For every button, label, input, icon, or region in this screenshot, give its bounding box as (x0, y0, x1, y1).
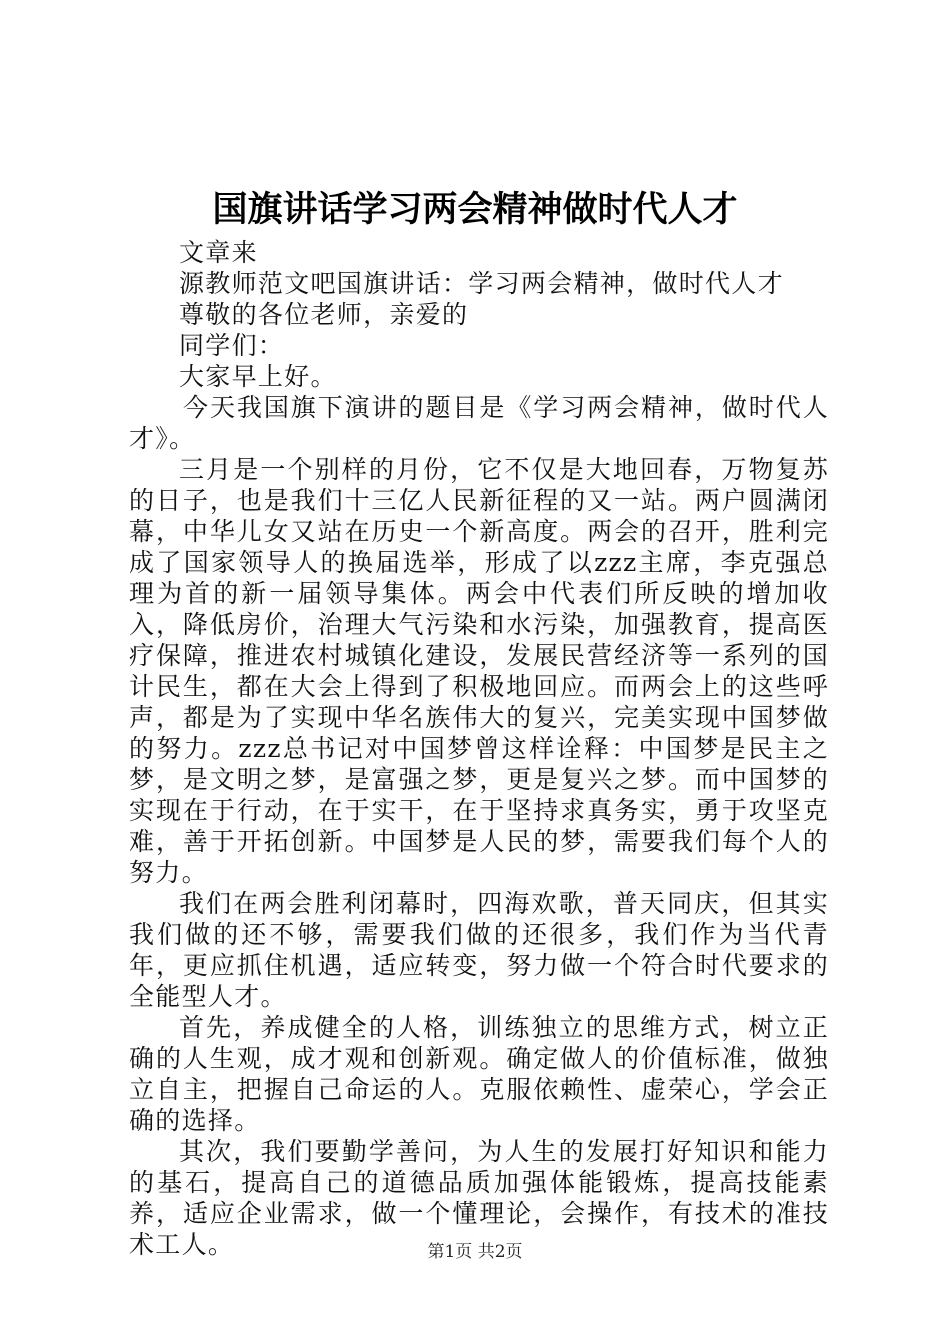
text-line: 同学们： (179, 331, 285, 360)
text-line: 文章来 (179, 238, 258, 267)
paragraph: 其次，我们要勤学善问，为人生的发展打好知识和能力的基石，提高自己的道德品质加强体能锻炼，提高技能素养，适应企业需求，做一个懂理论，会操作，有技术的准技术工人。 (129, 1137, 829, 1259)
paragraph: 首先，养成健全的人格，训练独立的思维方式，树立正确的人生观，成才观和创新观。确定做人的价值标准，做独立自主，把握自己命运的人。克服依赖性、虚荣心，学会正确的选择。 (129, 1013, 829, 1135)
paragraph: 三月是一个别样的月份，它不仅是大地回春，万物复苏的日子，也是我们十三亿人民新征程的又一站。两户圆满闭幕，中华儿女又站在历史一个新高度。两会的召开，胜利完成了国家领导人的换届选举，形成了以zzz主席，李克强总理为首的新一届领导集体。两会中代表们所反映的增加收入，降低房价，治理大气污染和水污染，加强教育，提高医疗保障，推进农村城镇化建设，发展民营经济等一系列的国计民生，都在大会上得到了积极地回应。而两会上的这些呼声，都是为了实现中华名族伟大的复兴，完美实现中国梦做的努力。zzz总书记对中国梦曾这样诠释：中国梦是民主之梦，是文明之梦，是富强之梦，更是复兴之梦。而中国梦的实现在于行动，在于实干，在于坚持求真务实，勇于攻坚克难，善于开拓创新。中国梦是人民的梦，需要我们每个人的努力。 (129, 455, 829, 887)
paragraph: 我们在两会胜利闭幕时，四海欢歌，普天同庆，但其实我们做的还不够，需要我们做的还很多，我们作为当代青年，更应抓住机遇，适应转变，努力做一个符合时代要求的全能型人才。 (129, 889, 829, 1011)
document-body (129, 237, 829, 1260)
paragraph: 今天我国旗下演讲的题目是《学习两会精神，做时代人才》。 (129, 393, 829, 453)
text-line: 源教师范文吧国旗讲话：学习两会精神，做时代人才 (179, 269, 784, 298)
text-line: 大家早上好。 (179, 362, 337, 391)
document-title: 国旗讲话学习两会精神做时代人才 (212, 190, 738, 230)
text-line: 尊敬的各位老师，亲爱的 (179, 300, 469, 329)
page-footer: 第1页 共2页 (427, 1242, 523, 1262)
